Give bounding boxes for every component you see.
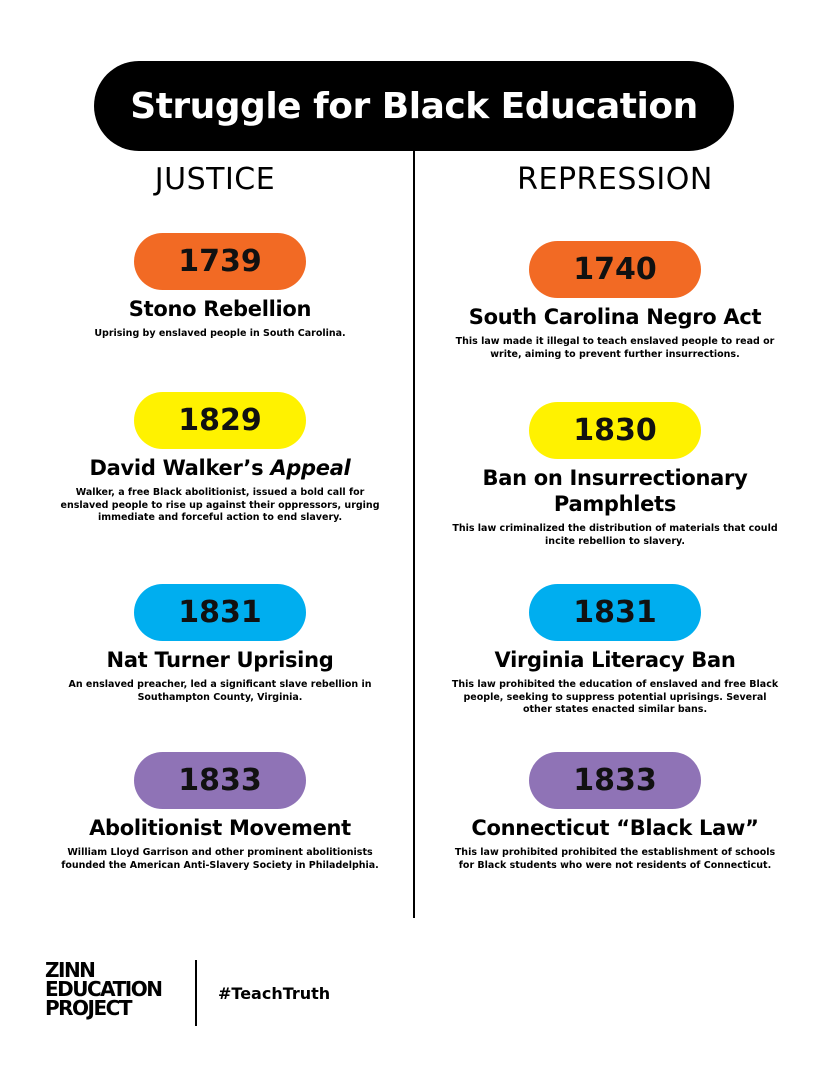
event-title: Connecticut “Black Law” [471, 816, 759, 840]
repression-event-1833 [430, 752, 800, 872]
logo-line: PROJECT [45, 996, 131, 1020]
event-title: Abolitionist Movement [89, 816, 351, 840]
event-description: An enslaved preacher, led a significant slave rebellion in Southampton County, Virginia. [68, 679, 372, 703]
repression-event-1831 [430, 584, 800, 717]
event-title [40, 455, 400, 481]
event-description: This law made it illegal to teach enslaved people to read or write, aiming to prevent further insurrections. [455, 336, 775, 360]
center-divider [413, 151, 415, 918]
zinn-education-project-logo[interactable] [45, 958, 162, 1020]
justice-event-1739 [40, 233, 400, 341]
year-badge: 1829 [134, 392, 306, 449]
column-heading-repression: REPRESSION [517, 162, 713, 197]
page-title: Struggle for Black Education [130, 85, 698, 127]
year-badge: 1833 [134, 752, 306, 809]
year-badge: 1739 [134, 233, 306, 290]
event-title: Stono Rebellion [128, 297, 312, 321]
event-description: This law prohibited the education of enslaved and free Black people, seeking to suppress potential uprisings. Several other states enacted similar bans. [451, 679, 779, 715]
year-badge: 1831 [529, 584, 701, 641]
column-heading-justice: JUSTICE [154, 162, 276, 197]
year-badge: 1740 [529, 241, 701, 298]
logo-line: ZINN [45, 958, 95, 982]
year-badge: 1833 [529, 752, 701, 809]
repression-event-1740 [430, 241, 800, 361]
year-badge: 1830 [529, 402, 701, 459]
event-title-italic: Appeal [270, 456, 351, 480]
justice-event-1833 [40, 752, 400, 872]
year-badge: 1831 [134, 584, 306, 641]
event-description: Uprising by enslaved people in South Carolina. [94, 328, 346, 339]
event-title-text: David Walker’s [89, 456, 271, 480]
event-description: William Lloyd Garrison and other prominent abolitionists founded the American Anti-Slavery Society in Philadelphia. [61, 847, 379, 871]
event-description: This law criminalized the distribution of materials that could incite rebellion to slavery. [452, 523, 778, 547]
event-title: Virginia Literacy Ban [494, 648, 736, 672]
title-banner [94, 61, 734, 151]
footer-divider [195, 960, 197, 1026]
event-description: Walker, a free Black abolitionist, issued a bold call for enslaved people to rise up against their oppressors, urging immediate and forceful action to end slavery. [60, 487, 380, 523]
event-title: South Carolina Negro Act [468, 305, 762, 329]
justice-event-1831 [40, 584, 400, 704]
event-description: This law prohibited prohibited the establishment of schools for Black students who were not residents of Connecticut. [454, 847, 776, 871]
event-title: Nat Turner Uprising [106, 648, 334, 672]
logo-line: EDUCATION [45, 977, 162, 1001]
repression-event-1830 [430, 402, 800, 548]
justice-event-1829 [40, 392, 400, 525]
event-title: Ban on Insurrectionary Pamphlets [482, 466, 748, 516]
hashtag[interactable]: #TeachTruth [218, 984, 331, 1003]
